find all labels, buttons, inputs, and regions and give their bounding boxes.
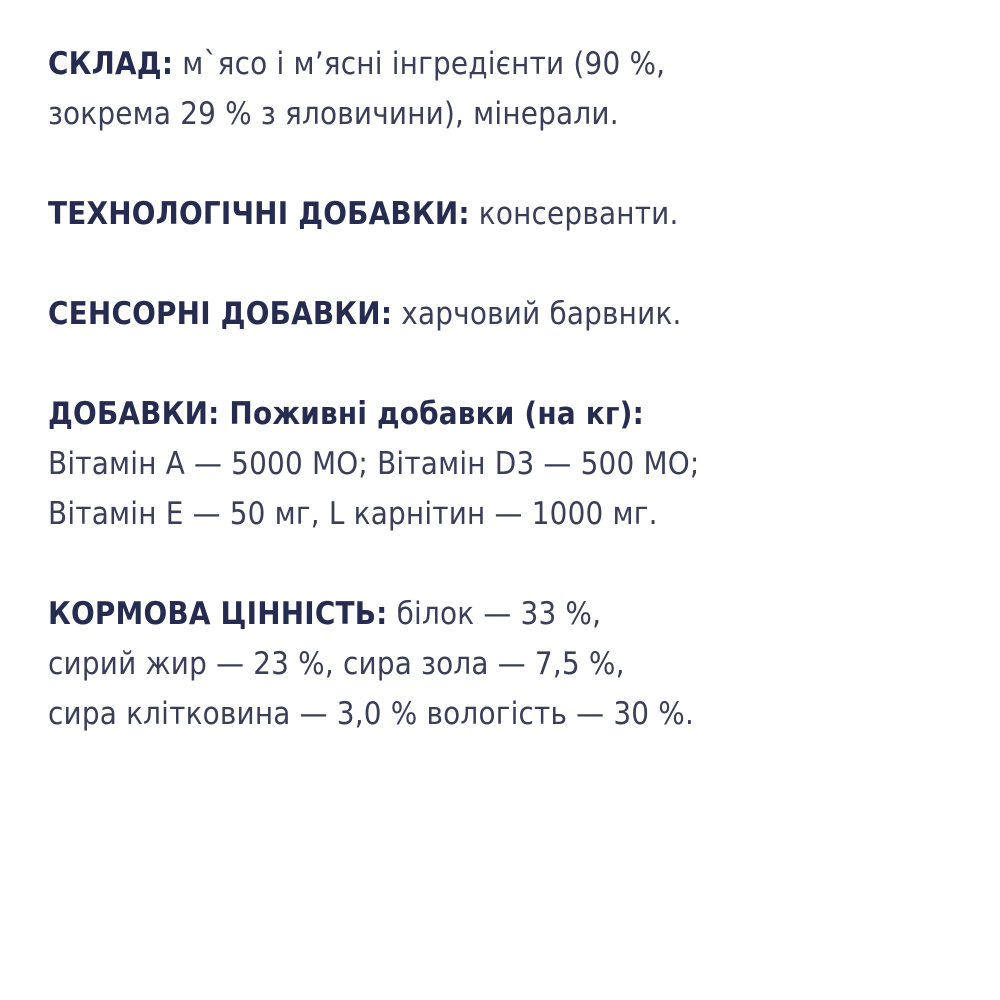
feed-value-line-1: [48, 589, 968, 639]
technological-value: консерванти.: [478, 196, 679, 232]
composition-text-2: зокрема 29 % з яловичини), мінерали.: [48, 96, 619, 132]
feed-value-section: [48, 589, 968, 739]
technological-section: [48, 189, 968, 239]
technological-label: ТЕХНОЛОГІЧНІ ДОБАВКИ:: [48, 196, 470, 232]
feed-value-line-2: [48, 639, 968, 689]
feed-value-text-1: білок — 33 %,: [396, 596, 602, 632]
feed-value-text-2: сирий жир — 23 %, сира зола — 7,5 %,: [48, 646, 625, 682]
additives-text-1: Вітамін А — 5000 МО; Вітамін D3 — 500 МО;: [48, 446, 700, 482]
sensory-label: СЕНСОРНІ ДОБАВКИ:: [48, 296, 393, 332]
composition-text-1: м`ясо і м’ясні інгредієнти (90 %,: [182, 46, 666, 82]
feed-value-line-3: [48, 689, 968, 739]
composition-label: СКЛАД:: [48, 46, 174, 82]
sensory-line: [48, 289, 968, 339]
additives-line-2: [48, 489, 968, 539]
sensory-value: харчовий барвник.: [401, 296, 682, 332]
additives-label: ДОБАВКИ: Поживні добавки (на кг):: [48, 396, 644, 432]
additives-section: [48, 389, 968, 539]
additives-text-2: Вітамін Е — 50 мг, L карнітин — 1000 мг.: [48, 496, 658, 532]
feed-value-label: КОРМОВА ЦІННІСТЬ:: [48, 596, 388, 632]
product-info-text: [48, 39, 968, 789]
composition-line-1: [48, 39, 968, 89]
feed-value-text-3: сира клітковина — 3,0 % вологість — 30 %.: [48, 696, 695, 732]
additives-line-1: [48, 439, 968, 489]
composition-section: [48, 39, 968, 139]
technological-line: [48, 189, 968, 239]
additives-heading-line: [48, 389, 968, 439]
sensory-section: [48, 289, 968, 339]
composition-line-2: [48, 89, 968, 139]
